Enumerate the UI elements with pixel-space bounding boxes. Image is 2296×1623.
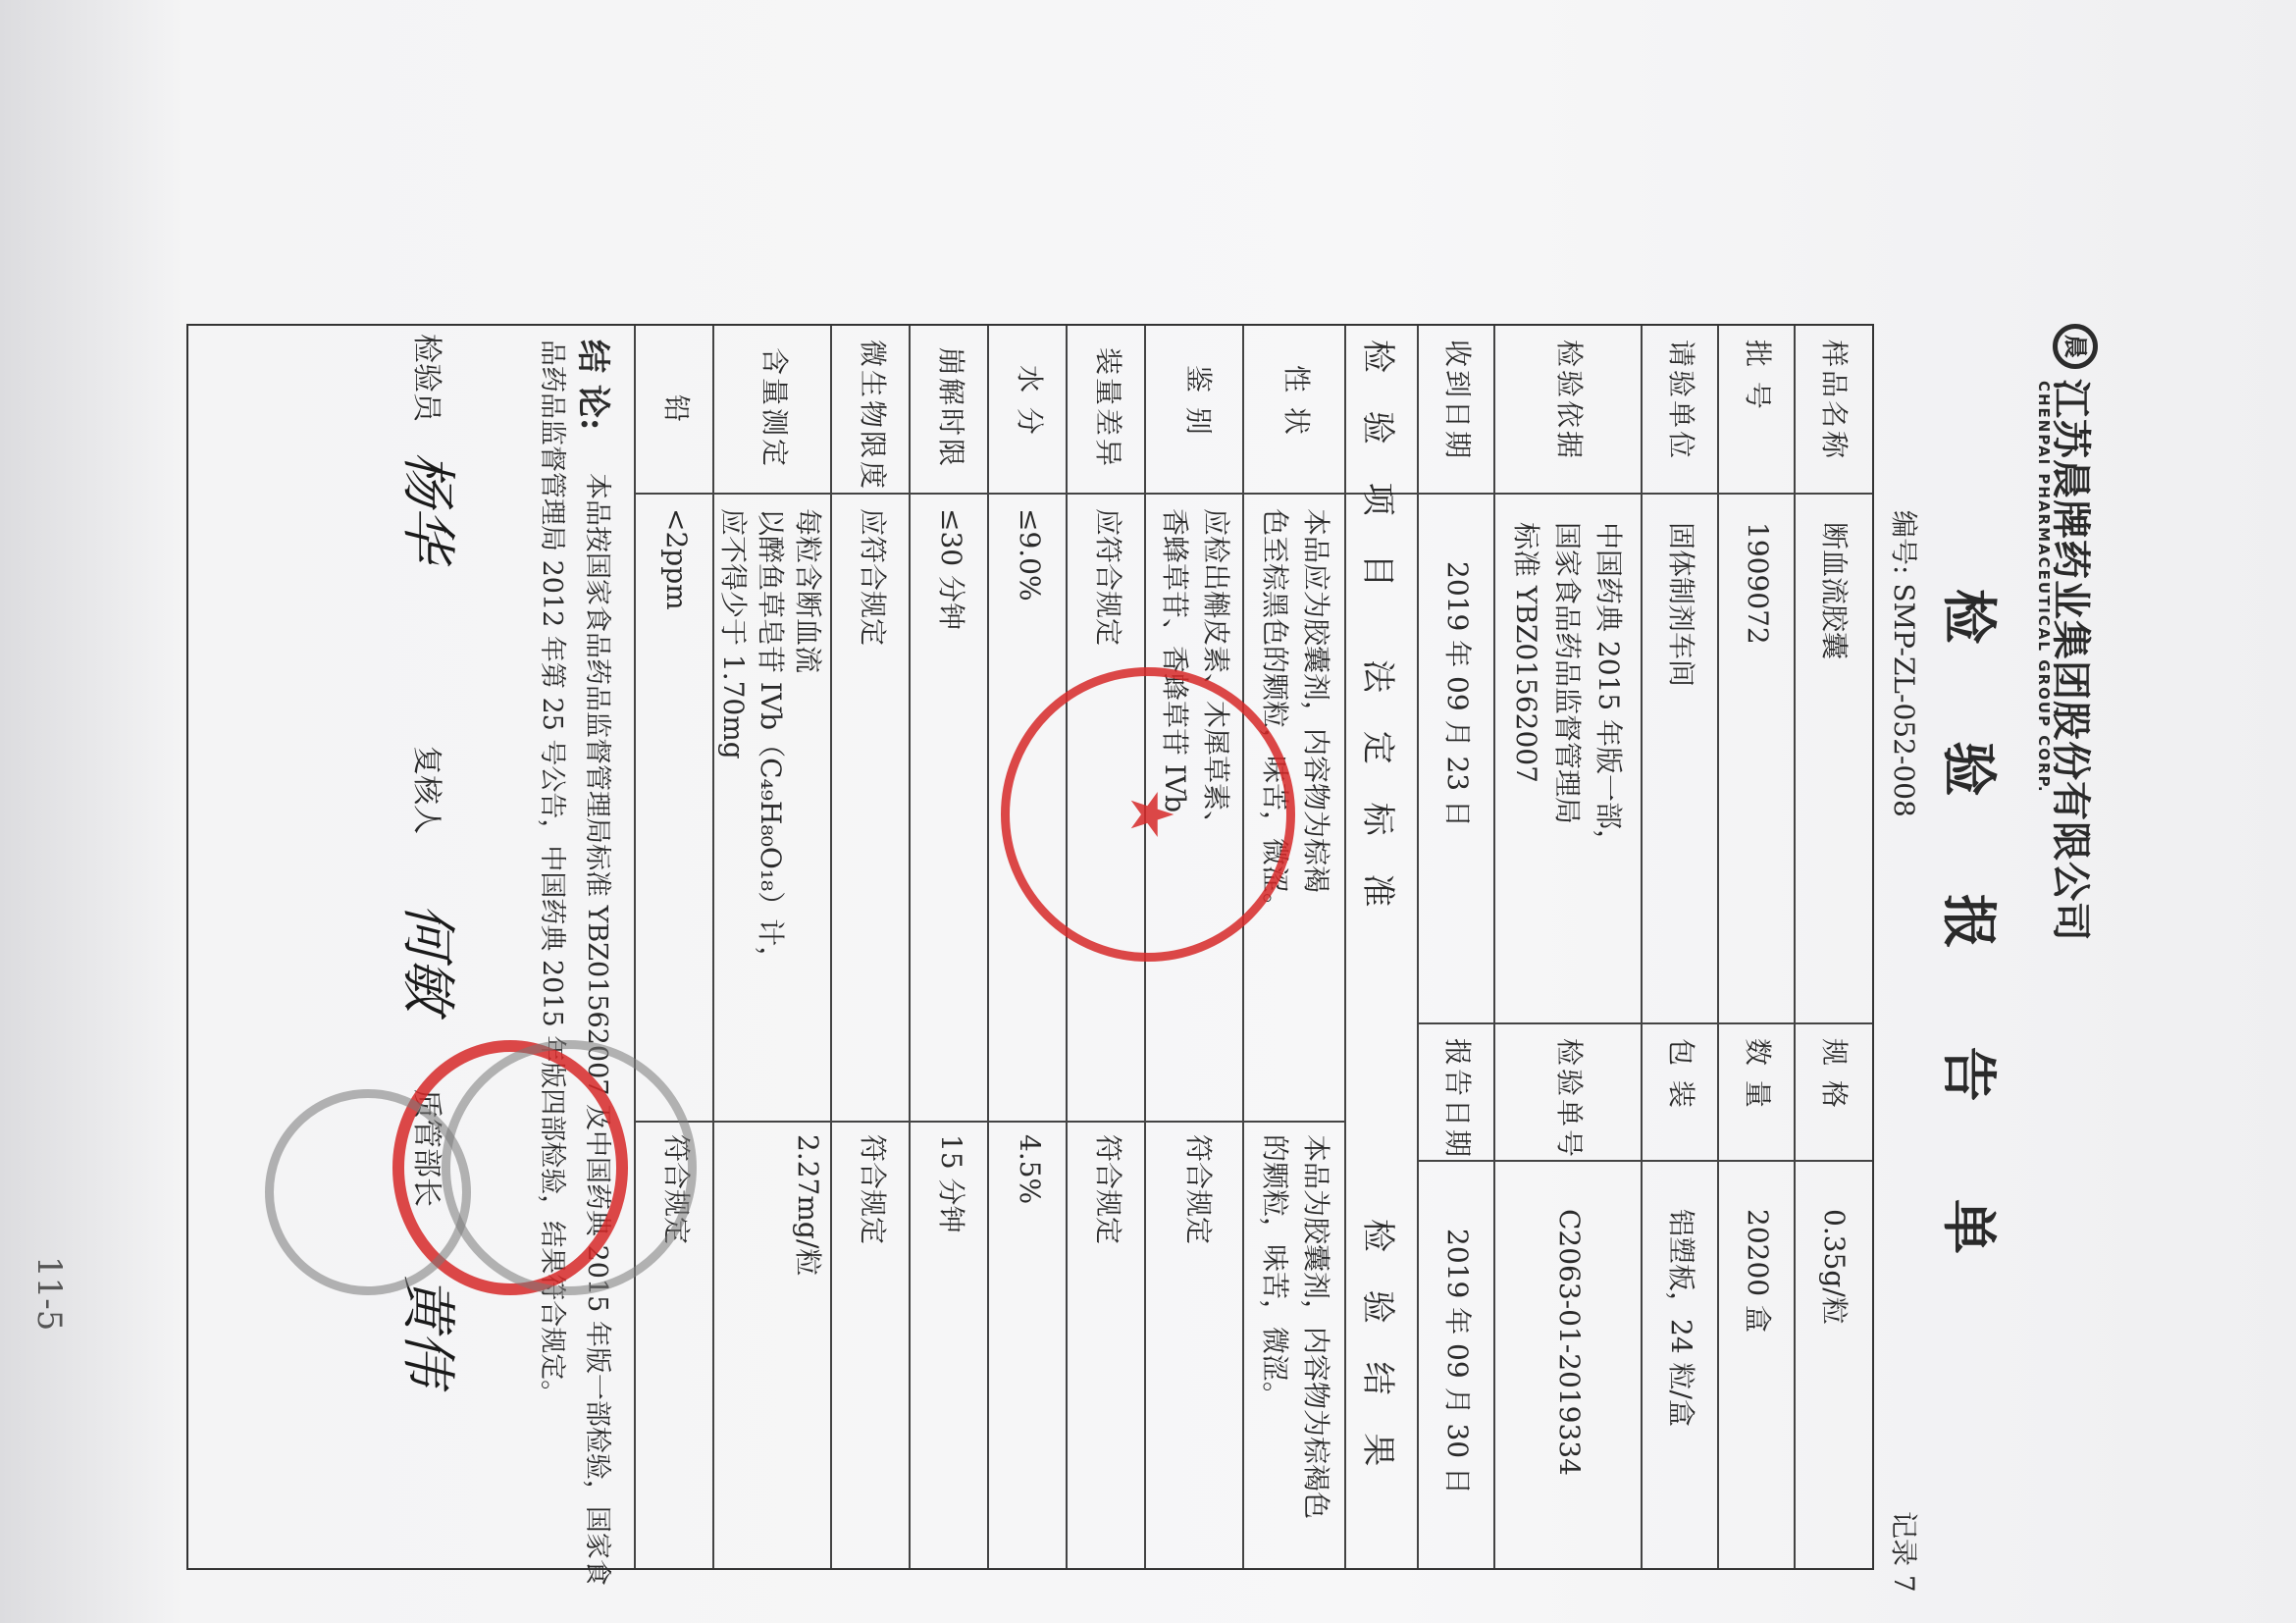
company-header (2033, 324, 2102, 1168)
row-item-assay: 含量测定 (758, 347, 791, 470)
company-logo-icon: 晨 (2053, 324, 2098, 369)
row-standard-moisture: ≤9.0% (1014, 508, 1046, 602)
row-standard-identification-1: 应检出槲皮素、木犀草素、 (1200, 508, 1232, 839)
row-item-disintegration: 崩解时限 (935, 347, 967, 470)
inspector-label: 检验员 (409, 334, 444, 422)
quantity-value: 20200 盒 (1742, 1209, 1774, 1333)
row-item-fill-variation: 装量差异 (1092, 347, 1124, 470)
spec-label: 规 格 (1818, 1038, 1851, 1111)
row-item-moisture: 水 分 (1014, 365, 1046, 438)
gray-seal (442, 1040, 697, 1295)
row-standard-microbial: 应符合规定 (857, 508, 889, 647)
sample-name-value: 断血流胶囊 (1818, 522, 1851, 660)
quantity-label: 数 量 (1742, 1038, 1774, 1111)
row-result-appearance-2: 的颗粒，味苦，微涩。 (1259, 1134, 1291, 1410)
received-value: 2019 年 09 月 23 日 (1441, 561, 1474, 828)
header-item: 检 验 项 目 (1358, 340, 1397, 602)
document-number: 编号: SMP-ZL-052-008 (1888, 510, 1920, 817)
conclusion-line-1: 本品按国家食品药品监督管理局标准 YBZ01562007 及中国药典 2015 年版一部检验，国家食 (582, 473, 612, 1586)
row-standard-lead: <2ppm (660, 508, 693, 610)
row-standard-identification-2: 香蜂草苷、香蜂草苷 IVb (1159, 508, 1191, 813)
row-result-fill-variation: 符合规定 (1092, 1134, 1124, 1245)
basis-line-2: 国家食品药品监督管理局 (1551, 522, 1584, 825)
conclusion-line-2: 品药品监督管理局 2012 年第 25 号公告，中国药典 2015 年版四部检验，结果符合规定。 (537, 340, 567, 1407)
report-title: 检 验 报 告 单 (1936, 589, 2000, 1293)
row-item-appearance: 性 状 (1280, 365, 1313, 438)
package-value: 铝塑板，24 粒/盒 (1665, 1209, 1697, 1427)
report-date-label: 报告日期 (1441, 1038, 1474, 1161)
company-name-en: CHENPAI PHARMACEUTICAL GROUP CORP. (2035, 381, 2053, 794)
row-result-identification: 符合规定 (1182, 1134, 1215, 1245)
requester-label: 请验单位 (1665, 340, 1697, 462)
row-standard-appearance-2: 色至棕黑色的颗粒，味苦，微涩。 (1259, 508, 1291, 921)
row-standard-assay-1: 每粒含断血流 (792, 508, 824, 674)
row-item-microbial: 微生物限度 (857, 340, 889, 493)
header-result: 检 验 结 果 (1358, 1219, 1397, 1481)
basis-line-1: 中国药典 2015 年版一部， (1592, 522, 1625, 858)
row-standard-assay-3: 应不得少于 1.70mg (717, 508, 750, 759)
spec-value: 0.35g/粒 (1818, 1209, 1851, 1325)
row-standard-appearance-1: 本品应为胶囊剂，内容物为棕褐 (1300, 508, 1332, 894)
conclusion-label: 结 论: (573, 340, 612, 431)
test-no-value: C2063-01-2019334 (1553, 1209, 1586, 1476)
qa-signature: 黄伟 (395, 1276, 459, 1386)
row-result-assay: 2.27mg/粒 (792, 1134, 824, 1277)
row-result-appearance-1: 本品为胶囊剂，内容物为棕褐色 (1300, 1134, 1332, 1520)
report-date-value: 2019 年 09 月 30 日 (1441, 1229, 1474, 1495)
test-no-label: 检验单号 (1553, 1038, 1586, 1161)
basis-label: 检验依据 (1553, 340, 1586, 462)
basis-line-3: 标准 YBZ01562007 (1510, 522, 1542, 783)
row-item-identification: 鉴 别 (1182, 365, 1215, 438)
row-result-disintegration: 15 分钟 (935, 1134, 967, 1233)
requester-value: 固体制剂车间 (1665, 522, 1697, 688)
row-result-lead: 符合规定 (660, 1134, 693, 1245)
batch-label: 批 号 (1742, 340, 1774, 412)
row-result-moisture: 4.5% (1014, 1134, 1046, 1205)
qa-label: 质管部长 (409, 1089, 444, 1207)
row-result-microbial: 符合规定 (857, 1134, 889, 1245)
company-name-cn: 江苏晨牌药业集团股份有限公司 (2048, 379, 2093, 942)
row-item-lead: 铅 (660, 394, 693, 426)
sample-name-label: 样品名称 (1818, 340, 1851, 462)
header-standard: 法 定 标 准 (1358, 659, 1397, 921)
gray-seal-small (265, 1089, 471, 1295)
page-mark: 11-5 (29, 1256, 69, 1332)
row-standard-assay-2: 以醉鱼草皂苷 IVb（C₄₉H₈₀O₁₈）计， (755, 508, 787, 974)
row-standard-disintegration: ≤30 分钟 (935, 508, 967, 630)
reviewer-signature: 何敏 (395, 903, 459, 1013)
record-number: 记录 7 (1888, 1511, 1920, 1593)
batch-value: 1909072 (1742, 522, 1774, 645)
row-standard-fill-variation: 应符合规定 (1092, 508, 1124, 647)
reviewer-label: 复核人 (409, 746, 444, 834)
red-seal-quality: ★ (1001, 667, 1295, 962)
inspector-signature: 杨华 (395, 451, 459, 561)
package-label: 包 装 (1665, 1038, 1697, 1111)
received-label: 收到日期 (1441, 340, 1474, 462)
